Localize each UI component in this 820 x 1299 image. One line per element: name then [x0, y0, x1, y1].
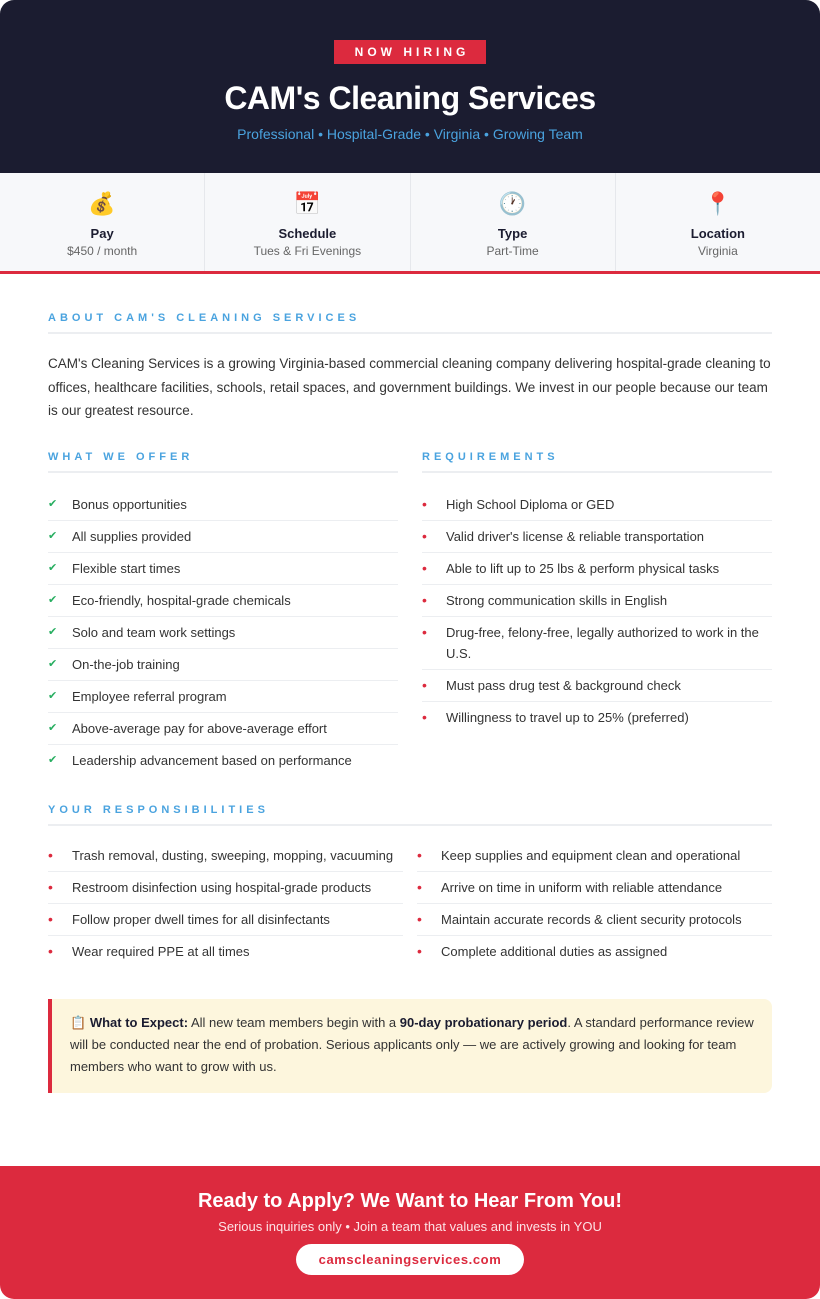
- responsibilities-list-right: [417, 840, 772, 967]
- list-item: [417, 840, 772, 872]
- list-item: [48, 553, 398, 585]
- list-item: [48, 585, 398, 617]
- stat-value: Part-Time: [486, 244, 539, 258]
- stat-schedule: [205, 173, 410, 271]
- list-item-text: Strong communication skills in English: [446, 592, 668, 608]
- notice-text-after: . A standard performance review will be conducted near the end of probation. Serious applicants only — we are actively growing and looking for team members who want to grow with us.: [70, 1014, 754, 1074]
- bullet-icon: •: [422, 527, 427, 544]
- stat-location: [616, 173, 820, 271]
- list-item-text: All supplies provided: [72, 528, 192, 544]
- responsibilities-grid: [48, 840, 772, 967]
- list-item-text: Above-average pay for above-average effort: [72, 720, 327, 736]
- company-title: CAM's Cleaning Services: [224, 80, 596, 116]
- stat-label: Type: [497, 226, 528, 241]
- list-item-text: Valid driver's license & reliable transportation: [446, 528, 705, 544]
- main-content: [0, 274, 820, 1093]
- list-item: [48, 617, 398, 649]
- notice-highlight: 90-day probationary period: [399, 1014, 568, 1030]
- stat-label: Pay: [90, 226, 114, 241]
- list-item-text: Solo and team work settings: [72, 624, 236, 640]
- list-item-text: Bonus opportunities: [72, 496, 187, 512]
- money-bag-icon: 💰: [88, 191, 116, 216]
- list-item: [48, 713, 398, 745]
- bullet-icon: •: [48, 846, 53, 863]
- bullet-icon: •: [48, 942, 53, 959]
- clipboard-icon: 📋: [70, 1014, 87, 1030]
- list-item: [417, 872, 772, 904]
- list-item-text: Arrive on time in uniform with reliable attendance: [441, 879, 723, 895]
- bullet-icon: •: [422, 495, 427, 512]
- bullet-icon: •: [422, 676, 427, 693]
- check-icon: ✔: [48, 497, 58, 510]
- list-item: [422, 585, 772, 617]
- check-icon: ✔: [48, 529, 58, 542]
- job-stats: [0, 173, 820, 274]
- apply-subtext: Serious inquiries only • Join a team that values and invests in YOU: [218, 1219, 602, 1234]
- website-link-button[interactable]: camscleaningservices.com: [296, 1244, 524, 1275]
- list-item: [48, 872, 403, 904]
- list-item-text: Complete additional duties as assigned: [441, 943, 668, 959]
- notice-lead: What to Expect:: [89, 1014, 189, 1030]
- requirements-heading: REQUIREMENTS: [422, 451, 772, 473]
- bullet-icon: •: [417, 878, 422, 895]
- list-item: [417, 904, 772, 936]
- list-item-text: Restroom disinfection using hospital-grade products: [72, 879, 372, 895]
- offer-heading: WHAT WE OFFER: [48, 451, 398, 473]
- list-item-text: Able to lift up to 25 lbs & perform physical tasks: [446, 560, 720, 576]
- list-item: [48, 840, 403, 872]
- stat-value: Virginia: [697, 244, 738, 258]
- check-icon: ✔: [48, 753, 58, 766]
- bullet-icon: •: [422, 591, 427, 608]
- list-item: [422, 489, 772, 521]
- list-item: [48, 521, 398, 553]
- bullet-icon: •: [422, 559, 427, 576]
- bullet-icon: •: [417, 942, 422, 959]
- list-item: [422, 553, 772, 585]
- bullet-icon: •: [417, 910, 422, 927]
- list-item: [422, 670, 772, 702]
- list-item-text: Keep supplies and equipment clean and operational: [441, 847, 741, 863]
- list-item: [48, 936, 403, 967]
- list-item: [417, 936, 772, 967]
- location-pin-icon: 📍: [704, 191, 732, 216]
- calendar-icon: 📅: [293, 191, 322, 216]
- about-text: CAM's Cleaning Services is a growing Virginia-based commercial cleaning company delivering hospital-grade cleaning to offices, healthcare facilities, schools, retail spaces, and government buildings. We invest in our people because our team is our greatest resource.: [48, 356, 771, 418]
- offer-list: [48, 489, 398, 776]
- list-item-text: Wear required PPE at all times: [72, 943, 250, 959]
- check-icon: ✔: [48, 561, 58, 574]
- list-item-text: Flexible start times: [72, 560, 181, 576]
- list-item: [48, 489, 398, 521]
- check-icon: ✔: [48, 657, 58, 670]
- what-to-expect-notice: [48, 999, 772, 1093]
- notice-text-before: All new team members begin with a: [188, 1014, 400, 1030]
- check-icon: ✔: [48, 625, 58, 638]
- list-item: [48, 681, 398, 713]
- header: [0, 0, 820, 173]
- check-icon: ✔: [48, 689, 58, 702]
- list-item: [48, 745, 398, 776]
- bullet-icon: •: [48, 910, 53, 927]
- list-item: [422, 702, 772, 733]
- responsibilities-heading: YOUR RESPONSIBILITIES: [48, 804, 772, 826]
- list-item-text: Eco-friendly, hospital-grade chemicals: [72, 592, 291, 608]
- list-item-text: High School Diploma or GED: [446, 496, 615, 512]
- list-item-text: Trash removal, dusting, sweeping, mopping, vacuuming: [72, 847, 394, 863]
- list-item: [48, 904, 403, 936]
- list-item: [48, 649, 398, 681]
- apply-footer: [0, 1166, 820, 1299]
- offer-requirements: [48, 451, 772, 776]
- stat-label: Schedule: [278, 226, 337, 241]
- offer-section: [48, 451, 398, 776]
- bullet-icon: •: [422, 708, 427, 725]
- list-item-text: On-the-job training: [72, 656, 180, 672]
- list-item: [422, 617, 772, 670]
- bullet-icon: •: [422, 623, 427, 640]
- list-item-text: Follow proper dwell times for all disinfectants: [72, 911, 330, 927]
- stat-type: [411, 173, 616, 271]
- responsibilities-section: [48, 804, 772, 967]
- list-item-text: Drug-free, felony-free, legally authorized to work in the U.S.: [446, 624, 759, 661]
- stat-value: $450 / month: [67, 244, 138, 258]
- list-item: [422, 521, 772, 553]
- list-item-text: Maintain accurate records & client security protocols: [441, 911, 742, 927]
- apply-heading: Ready to Apply? We Want to Hear From You!: [197, 1190, 623, 1212]
- stat-label: Location: [690, 226, 745, 241]
- list-item-text: Willingness to travel up to 25% (preferred): [446, 709, 689, 725]
- responsibilities-list-left: [48, 840, 403, 967]
- bullet-icon: •: [48, 878, 53, 895]
- check-icon: ✔: [48, 721, 58, 734]
- tagline: Professional • Hospital-Grade • Virginia • Growing Team: [237, 126, 583, 142]
- stat-value: Tues & Fri Evenings: [253, 244, 362, 258]
- stat-pay: [0, 173, 205, 271]
- bullet-icon: •: [417, 846, 422, 863]
- requirements-list: [422, 489, 772, 733]
- check-icon: ✔: [48, 593, 58, 606]
- list-item-text: Must pass drug test & background check: [446, 677, 681, 693]
- list-item-text: Leadership advancement based on performance: [72, 752, 352, 768]
- list-item-text: Employee referral program: [72, 688, 227, 704]
- clock-icon: 🕐: [498, 191, 527, 216]
- now-hiring-badge: NOW HIRING: [334, 40, 486, 64]
- requirements-section: [422, 451, 772, 776]
- about-heading: ABOUT CAM'S CLEANING SERVICES: [48, 312, 772, 334]
